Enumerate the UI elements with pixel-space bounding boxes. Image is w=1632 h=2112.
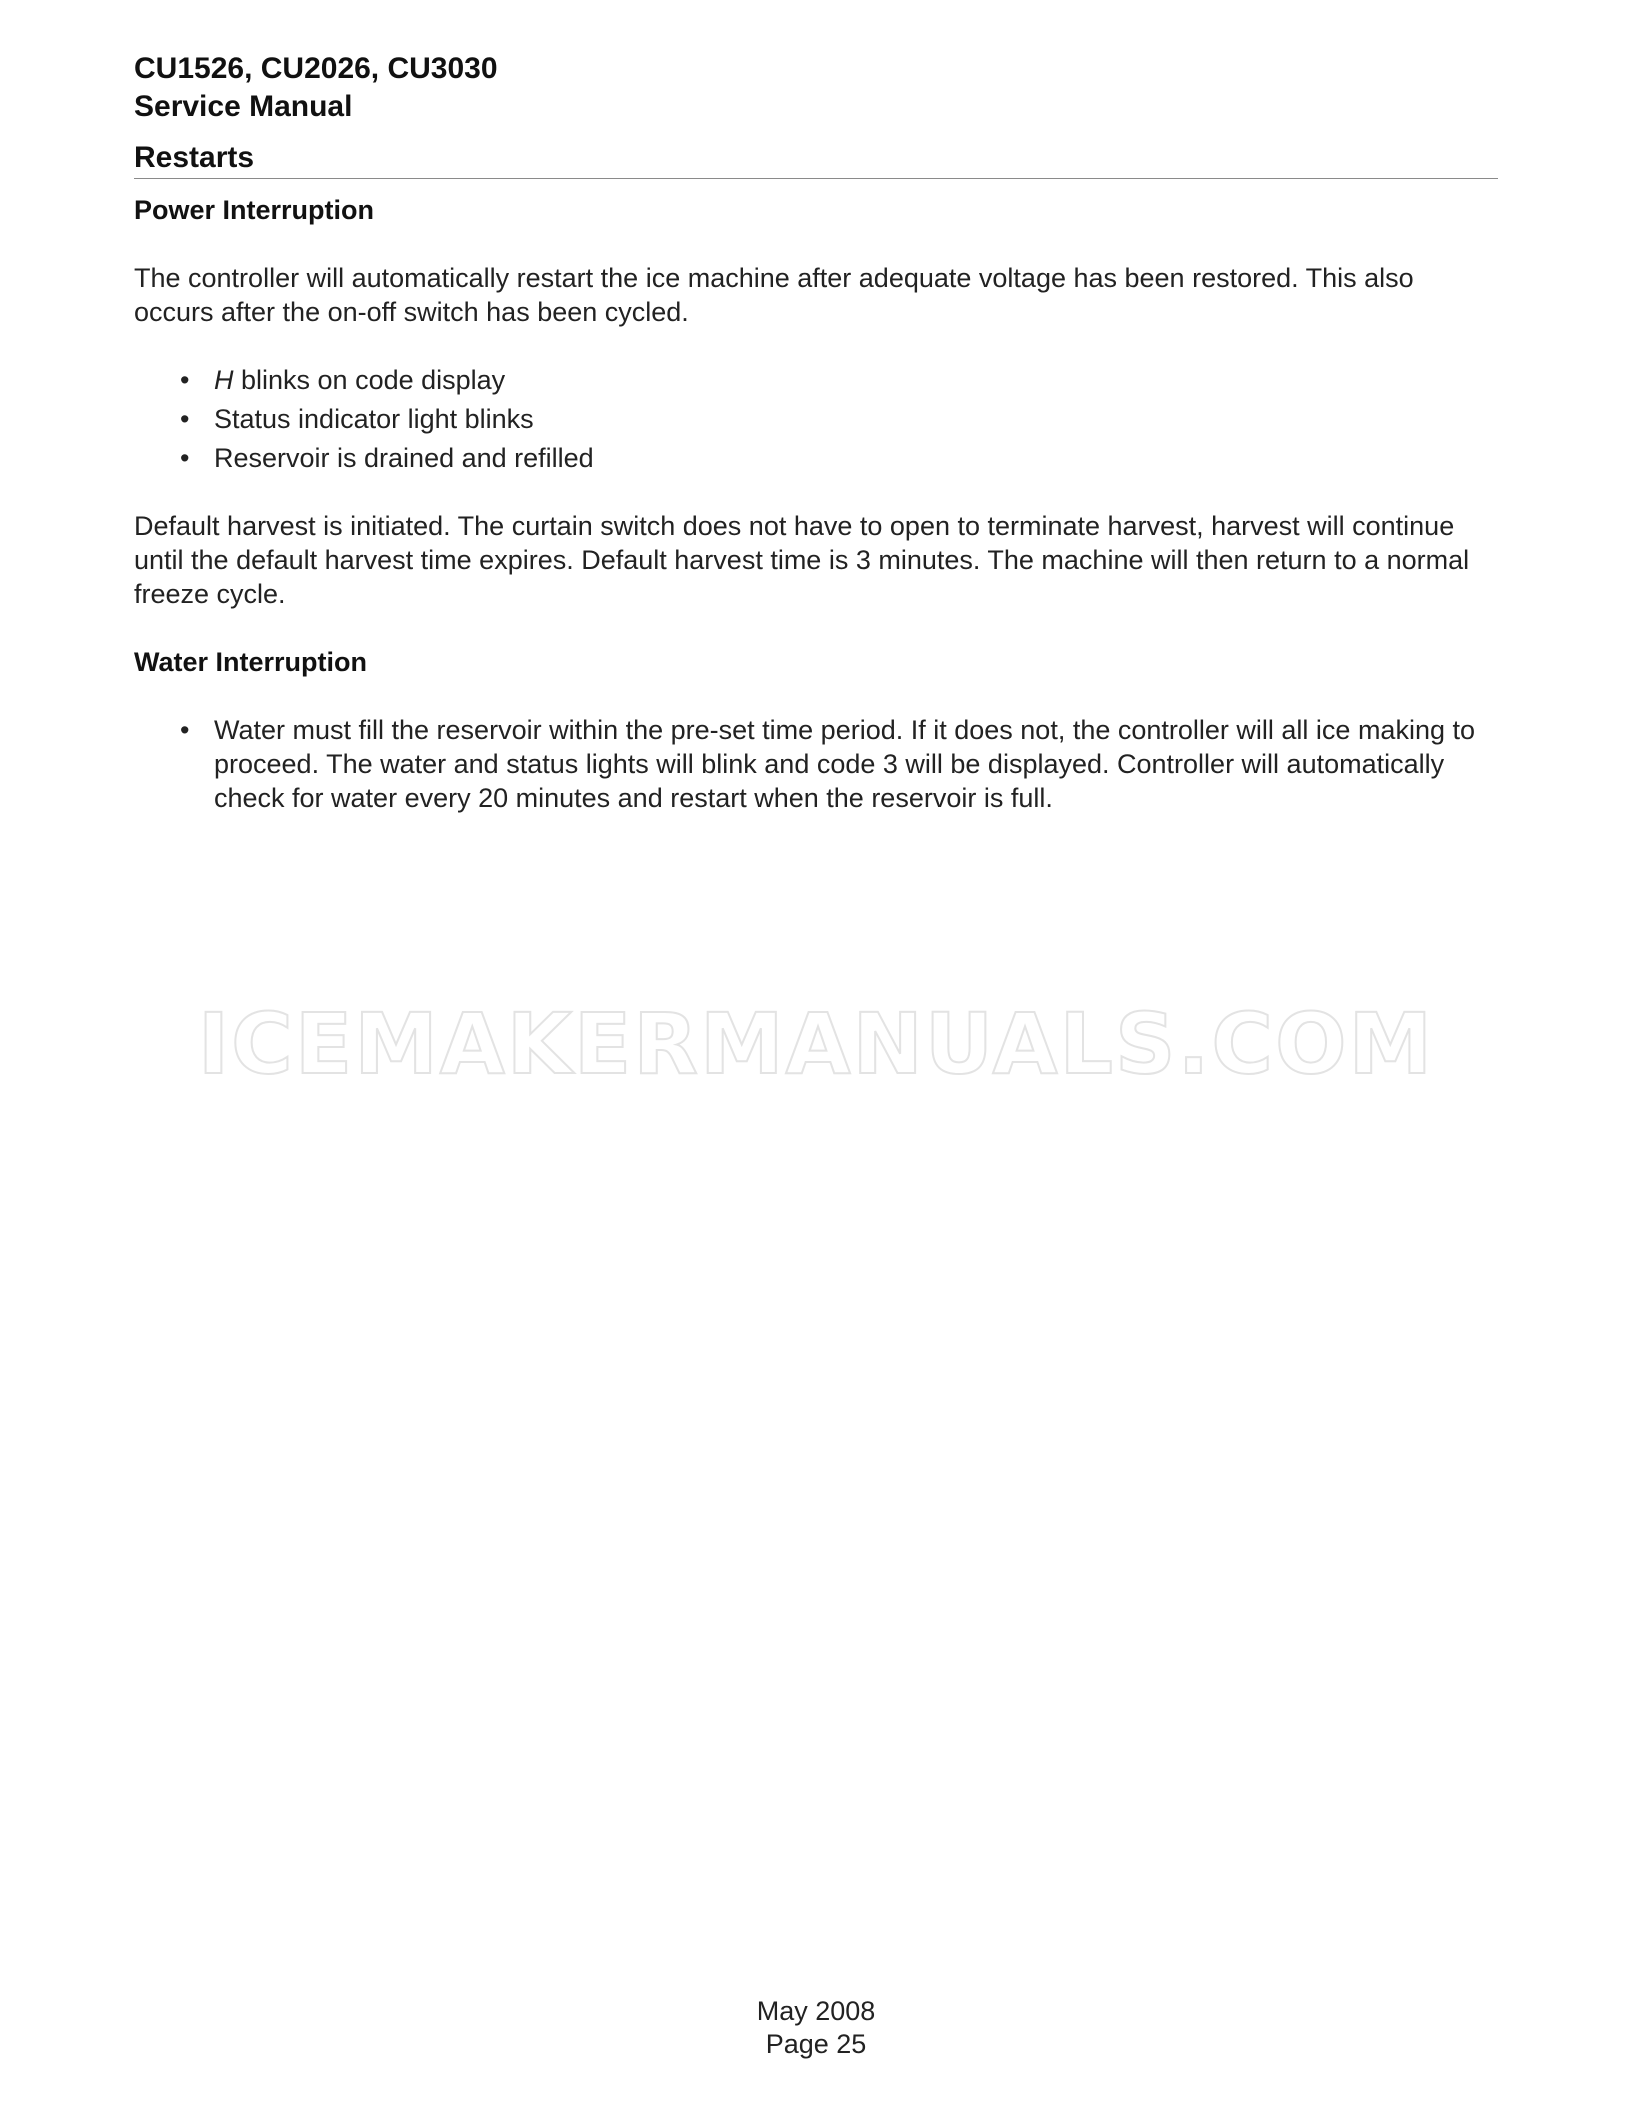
list-item-text: blinks on code display bbox=[233, 365, 506, 395]
water-interruption-heading: Water Interruption bbox=[134, 647, 367, 677]
model-numbers: CU1526, CU2026, CU3030 bbox=[134, 52, 498, 85]
water-interruption-list bbox=[134, 713, 1498, 815]
list-item bbox=[134, 363, 1498, 397]
bullet-icon: • bbox=[180, 443, 190, 473]
power-interruption-list bbox=[134, 363, 1498, 475]
bullet-icon: • bbox=[180, 365, 190, 395]
bullet-icon: • bbox=[180, 404, 190, 434]
footer-date: May 2008 bbox=[756, 1996, 876, 2026]
list-item-text: Water must fill the reservoir within the pre-set time period. If it does not, the controller will all ice making to proceed. The water and status lights will blink and code 3 will be displayed. Controller will automatically check for water every 20 minutes and restart when the reservoir is full. bbox=[214, 715, 1475, 813]
list-item bbox=[134, 402, 1498, 436]
list-item bbox=[134, 441, 1498, 475]
power-interruption-followup: Default harvest is initiated. The curtain switch does not have to open to terminate harvest, harvest will continue until the default harvest time expires. Default harvest time is 3 minutes. The machine will then return to a normal freeze cycle. bbox=[134, 511, 1470, 609]
section-title: Restarts bbox=[134, 140, 1498, 179]
watermark: ICEMAKERMANUALS.COM bbox=[197, 995, 1435, 1093]
list-item-text: Reservoir is drained and refilled bbox=[214, 443, 594, 473]
power-interruption-intro: The controller will automatically restart the ice machine after adequate voltage has been restored. This also occurs after the on-off switch has been cycled. bbox=[134, 263, 1414, 327]
list-item-text: Status indicator light blinks bbox=[214, 404, 534, 434]
list-item bbox=[134, 713, 1498, 815]
document-page bbox=[134, 50, 1498, 820]
power-interruption-heading: Power Interruption bbox=[134, 195, 375, 225]
bullet-icon: • bbox=[180, 715, 190, 745]
manual-type: Service Manual bbox=[134, 90, 353, 123]
code-letter: H bbox=[214, 365, 234, 395]
page-footer bbox=[0, 1995, 1632, 2061]
page-number: Page 25 bbox=[765, 2029, 867, 2059]
